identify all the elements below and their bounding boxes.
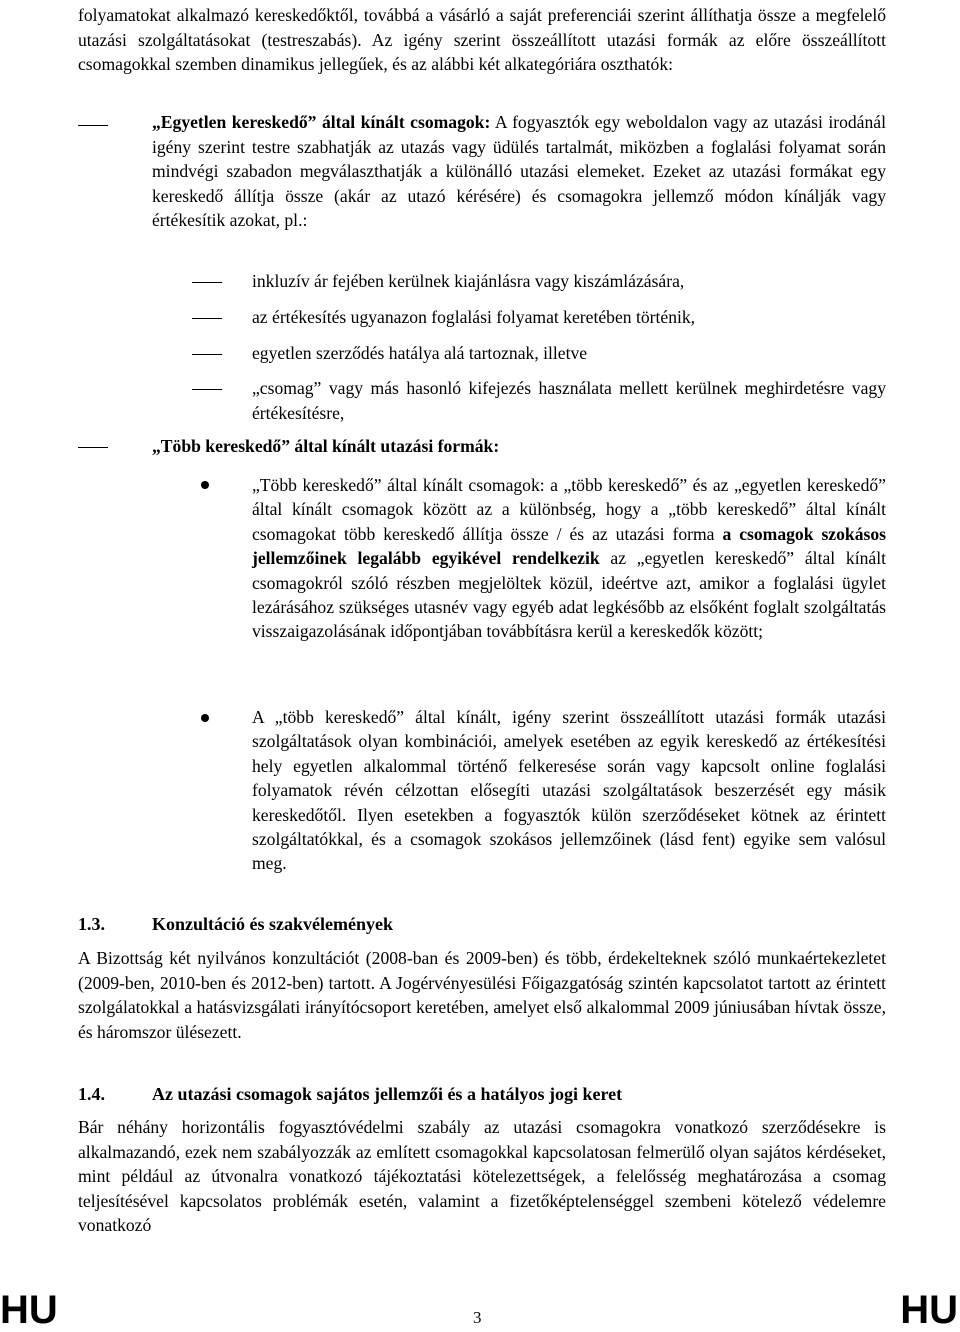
bullet-1-text-a: „Több kereskedő” által kínált csomagok: a „több kereskedő” és az „egyetlen kereskedő” által kínált csomagok között az a különbség, hogy a „több kereskedő” által kínált csomagokat több kereskedő állítja össze / és az utazási forma [252,475,886,544]
dash-marker [78,447,108,448]
dash-marker [192,282,222,283]
single-trader-item: „csomag” vagy más hasonló kifejezés használata mellett kerülnek meghirdetésre vagy értékesítésre, [252,378,886,423]
section-1-4-number: 1.4. [78,1084,105,1104]
bullet-dot [201,481,209,489]
bullet-1-emphasis: a csomagok szokásos jellemzőinek legalább egyikével rendelkezik [252,523,886,569]
dash-marker [192,318,222,319]
single-trader-item: egyetlen szerződés hatálya alá tartoznak, illetve [252,343,588,363]
single-trader-text: A fogyasztók egy weboldalon vagy az utazási irodánál igény szerint testre szabhatják az utazás vagy üdülés tartalmát, miközben a foglalási folyamat során mindvégi szabadon megválaszthatják a különálló utazási elemeket. Ezeket az utazási formákat egy kereskedő állítja össze (akár az utazó kérésére) és csomagokra jellemző módon kínálják vagy értékesítik azokat, pl.: [152,112,886,230]
bullet-dot [201,714,209,722]
dash-marker [192,354,222,355]
section-1-3-paragraph: A Bizottság két nyilvános konzultációt (2008-ban és 2009-ben) és több, érdekelteknek szóló munkaértekezletet (2009-ben, 2010-ben és 2012-ben) tartott. A Jogérvényesülési Főigazgatóság szintén kapcsolatot tartott az érintett szolgálatokkal a hatásvizsgálati irányítócsoport keretében, amelyet első alkalommal 2009 júniusában hívtak össze, és háromszor ülésezett. [78,948,886,1042]
multi-trader-heading [152,434,886,459]
dash-marker [192,389,222,390]
section-1-3-number: 1.3. [78,914,105,934]
intro-paragraph: folyamatokat alkalmazó kereskedőktől, továbbá a vásárló a saját preferenciái szerint állíthatja össze a megfelelő utazási szolgáltatásokat (testreszabás). Az igény szerint összeállított utazási formák az előre összeállított csomagokkal szemben dinamikus jellegűek, és az alábbi két alkategóriára oszthatók: [78,5,886,74]
multi-trader-bullet-1 [252,473,886,644]
section-1-4-title: Az utazási csomagok sajátos jellemzői és a hatályos jogi keret [152,1084,623,1104]
single-trader-paragraph [152,110,886,233]
section-1-4-paragraph: Bár néhány horizontális fogyasztóvédelmi szabály az utazási csomagokra vonatkozó szerződésekre is alkalmazandó, ezek nem szabályozzák az említett csomagokkal kapcsolatosan felmerülő olyan sajátos kérdéseket, mint például az útvonalra vonatkozó tájékoztatási kötelezettségek, a felelősség meghatározása a csomag teljesítésével kapcsolatos problémák esetén, valamint a fizetőképtelenséggel szembeni kötelező védelemre vonatkozó [78,1117,886,1235]
bullet-1-text-c: az „egyetlen kereskedő” által kínált csomagokról szóló részben megjelöltek közül, ideértve azt, amikor a foglalási ügylet lezárásához szükséges utasnév vagy egyéb adat legkésőbb az elsőként foglalt szolgáltatás visszaigazolásának időpontjában továbbításra kerül a kereskedők között; [252,548,886,642]
footer-language-left: HU [0,1288,58,1332]
footer-language-right: HU [900,1288,958,1332]
multi-trader-bullet-2: A „több kereskedő” által kínált, igény szerint összeállított utazási formák utazási szolgáltatások olyan kombinációi, amelyek esetében az egyik kereskedő az értékesítési hely egyetlen alkalommal történő felkeresése során vagy kapcsolt online foglalási folyamatok révén célzottan elősegíti utazási szolgáltatások beszerzését egy másik kereskedőtől. Ilyen esetekben a fogyasztók külön szerződéseket kötnek az érintett szolgáltatókkal, és a csomagok szokásos jellemzőinek (lásd fent) egyike sem valósul meg. [252,707,886,874]
single-trader-item: inkluzív ár fejében kerülnek kiajánlásra vagy kiszámlázására, [252,271,685,291]
section-1-3-title: Konzultáció és szakvélemények [152,914,393,934]
dash-marker [78,125,108,126]
multi-trader-lead: „Több kereskedő” által kínált utazási formák: [152,436,500,456]
page-number: 3 [473,1308,482,1327]
single-trader-lead: „Egyetlen kereskedő” által kínált csomagok: [152,112,491,132]
single-trader-item: az értékesítés ugyanazon foglalási folyamat keretében történik, [252,307,696,327]
